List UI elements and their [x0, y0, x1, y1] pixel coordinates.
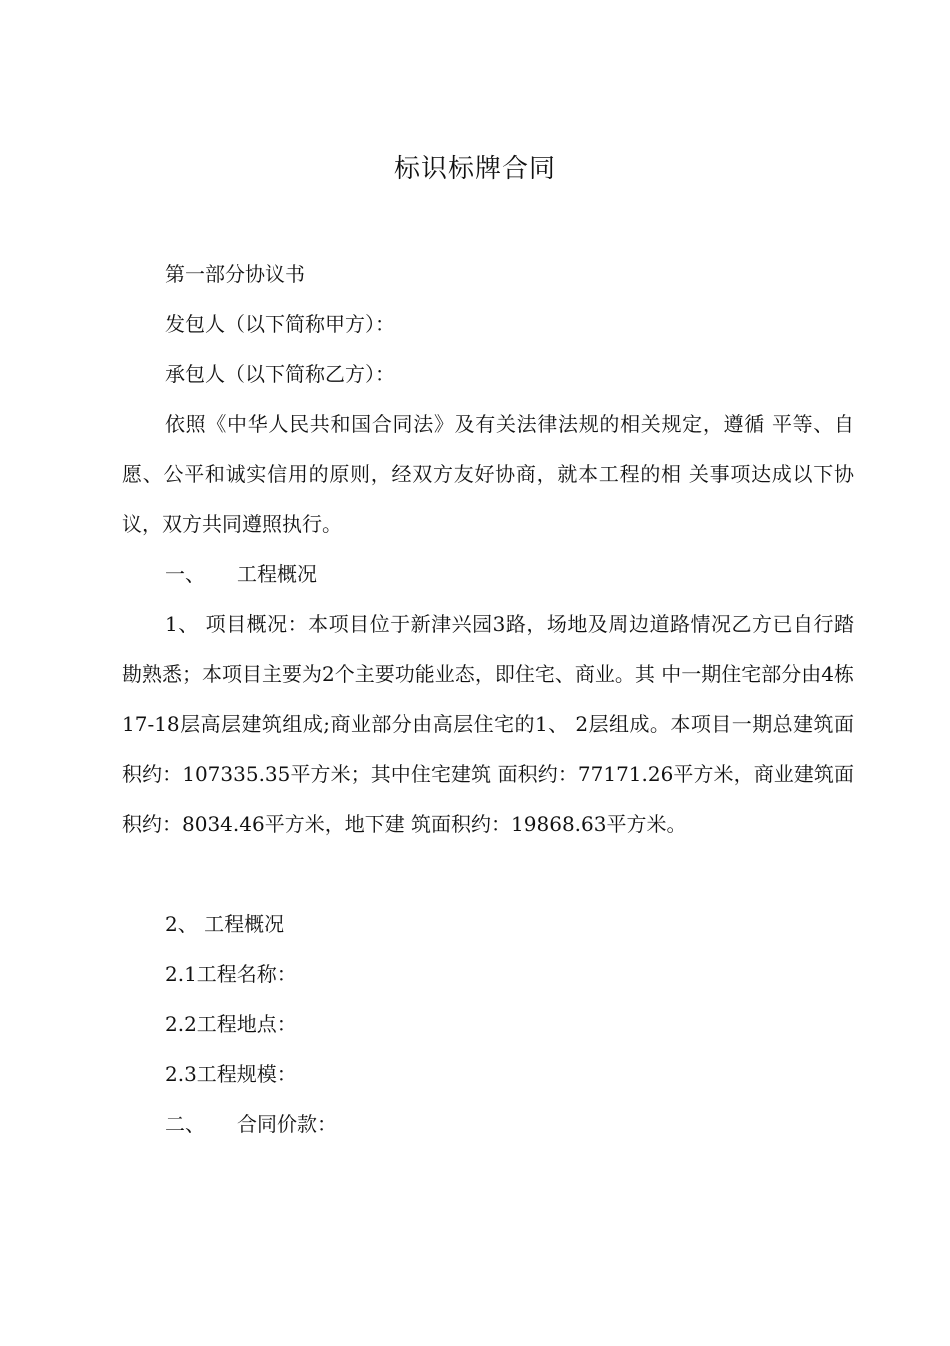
section-2-heading — [165, 1109, 337, 1139]
preamble-text: 依照《中华人民共和国合同法》及有关法律法规的相关规定，遵循 平等、自愿、公平和诚实信用的原则，经双方友好协商，就本工程的相 关事项达成以下协议，双方共同遵照执行。 — [122, 412, 854, 536]
section-2-title: 合同价款： — [237, 1112, 337, 1136]
document-title: 标识标牌合同 — [393, 154, 556, 184]
item-1-paragraph — [122, 599, 854, 849]
item-2-3: 2.3工程规模： — [165, 1062, 297, 1086]
item-2-1: 2.1工程名称： — [165, 962, 297, 986]
item-2-heading: 2、 工程概况 — [165, 912, 285, 936]
section-1-number: 一、 — [165, 562, 205, 586]
part1-heading: 第一部分协议书 — [165, 262, 305, 286]
item-1-text: 1、 项目概况：本项目位于新津兴园3路，场地及周边道路情况乙方已自行踏勘熟悉；本项目主要为2个主要功能业态，即住宅、商业。其 中一期住宅部分由4栋17-18层高层建筑组成;商业部分由高层住宅的1、 2层组成。本项目一期总建筑面积约：107335.35平方米；其中住宅建筑 面积约：77171.26平方米，商业建筑面积约：8034.46平方米，地下建 筑面积约：19868.63平方米。 — [122, 612, 854, 836]
contractor-line: 承包人（以下简称乙方）： — [165, 362, 395, 386]
section-1-heading — [165, 559, 317, 589]
section-2-number: 二、 — [165, 1112, 205, 1136]
item-2-2: 2.2工程地点： — [165, 1012, 297, 1036]
preamble-paragraph — [122, 399, 854, 549]
section-1-title: 工程概况 — [237, 562, 317, 586]
employer-line: 发包人（以下简称甲方）： — [165, 312, 395, 336]
